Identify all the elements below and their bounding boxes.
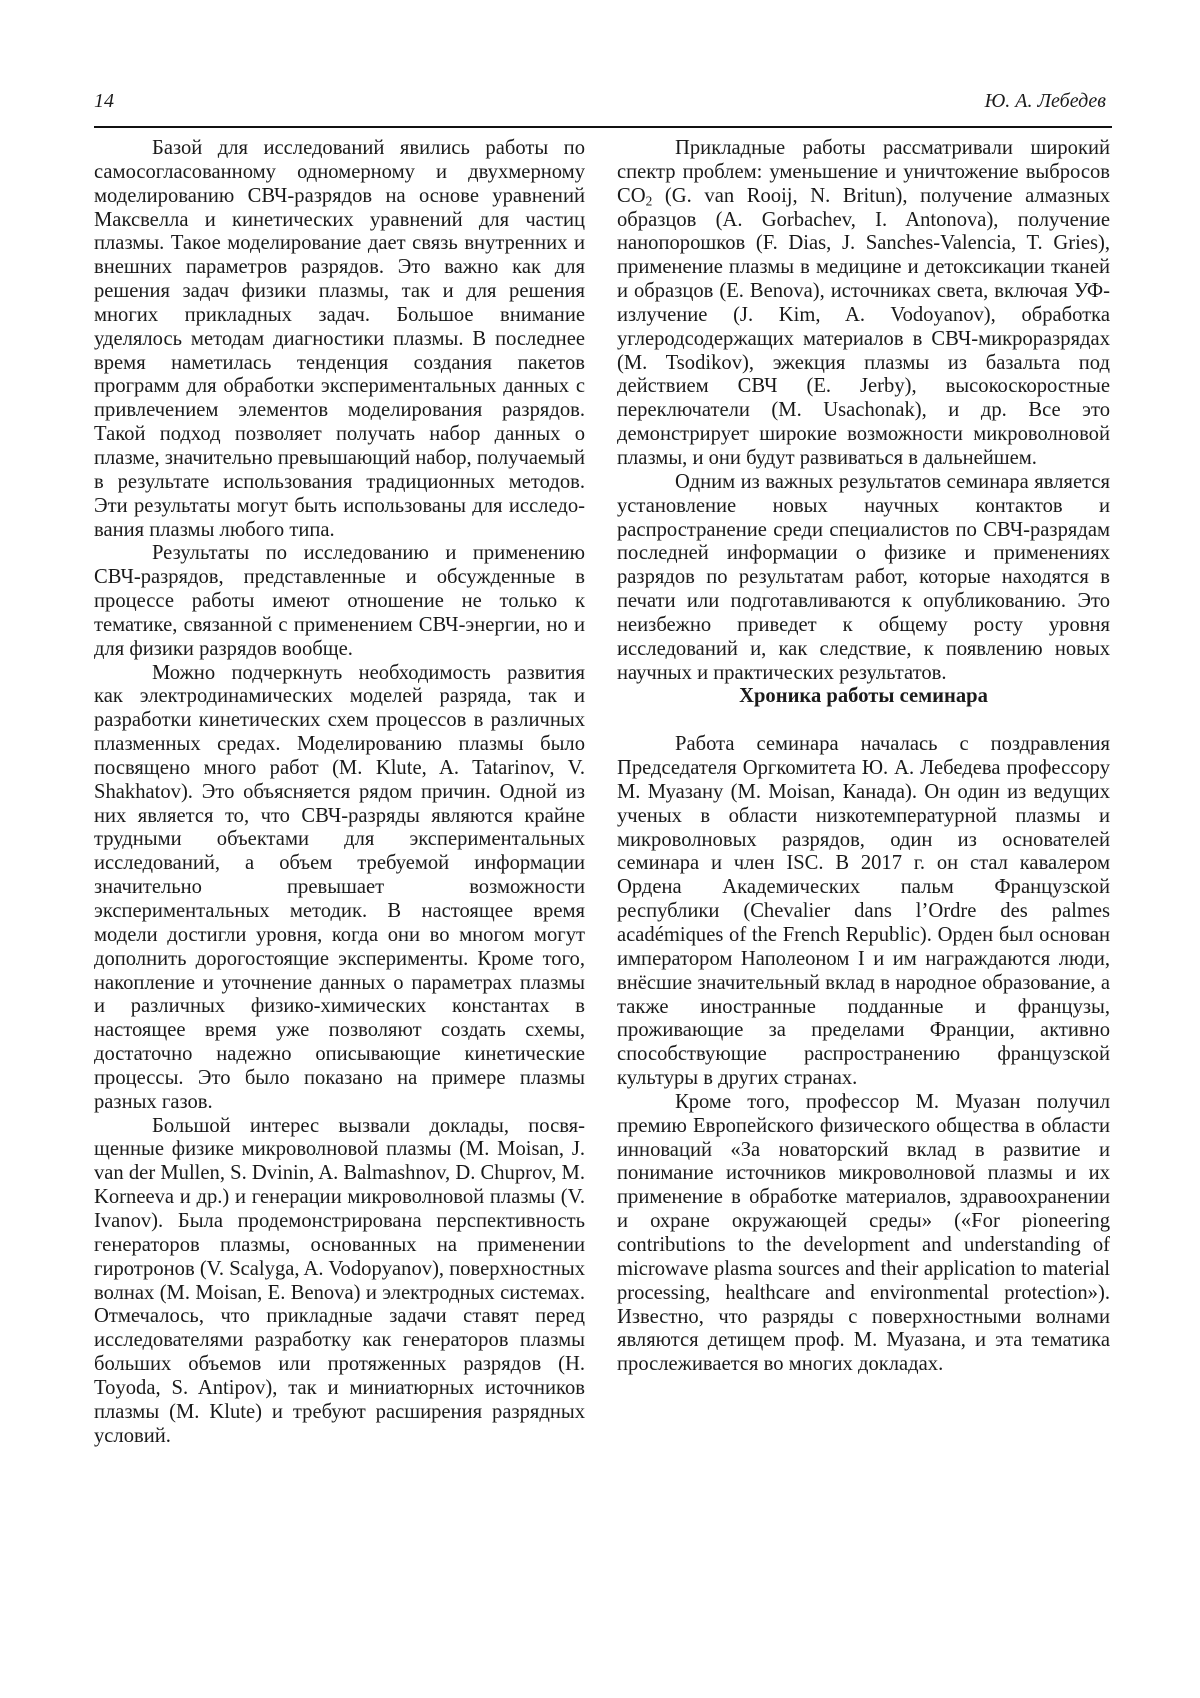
right-column [617, 137, 1110, 1377]
paragraph: Базой для исследований явились работы по самосогласованному одномерному и двухмерному моделированию СВЧ-разрядов на основе уравнений Максвелла и кинетических уравнений для частиц плазмы. Такое моделирование дает связь внутренних и внешних параметров разрядов. Это важно как для решения задач физики плазмы, так и для решения многих прикладных задач. Большое внимание уделялось методам диагностики плазмы. В последнее время наметилась тенденция создания пакетов программ для обработки экспериментальных данных с привлечением элементов моделирования разрядов. Такой подход позволяет получать набор данных о плазме, значительно превышающий набор, получаемый в результате использования традиционных методов. Эти результаты могут быть использованы для исследования плазмы любого типа. [94, 137, 586, 541]
paragraph: Одним из важных результатов семинара является установление новых научных контактов и распространение среди специалистов по СВЧ-разрядам последней информации о физике и применениях разрядов по результатам работ, которые находятся в печати или подготавливаются к опубликованию. Это неизбежно приведет к общему росту уровня исследований и, как следствие, к появлению новых научных и практических результатов. [617, 470, 1110, 684]
paragraph: Можно подчеркнуть необходимость развития как электродинамических моделей разряда, так и разработки кинетических схем процессов в различных плазменных средах. Моделированию плазмы было посвящено много работ (M. Klute, A. Tatarinov, V. Shakhatov). Это объясняется рядом причин. Одной из них является то, что СВЧ-разряды являются крайне трудными объектами для экспериментальных исследований, а объем требуемой информации значительно превышает возможности экспериментальных методик. В настоящее время модели достигли уровня, когда они во многом могут дополнить дорогостоящие эксперименты. Кроме того, накопление и уточнение данных о параметрах плазмы и различных физико-химических константах в настоящее время уже позволяют создать схемы, достаточно надежно описывающие кинетические процессы. Это было показано на примере плазмы разных газов. [94, 661, 585, 1113]
paragraph-text: Прикладные работы рассматривали широкий спектр проблем: уменьшение и уничтожение выбросов CO [617, 137, 1110, 207]
left-column [94, 137, 585, 1448]
page-header [94, 90, 1106, 118]
paragraph: Кроме того, профессор М. Муазан получил премию Европейского физического общества в области инноваций «За новаторский вклад в развитие и понимание источников микроволновой плазмы и их применение в обработке материалов, здравоохранении и охране окружающей среды» («For pioneering contributions to the development and understanding of microwave plasma sources and their application to material processing, healthcare and environmental protection»). Известно, что разряды с поверхностными волнами являются детищем проф. М. Муазана, и эта тематика прослеживается во многих докладах. [617, 1090, 1110, 1376]
header-rule [94, 126, 1112, 128]
section-heading: Хроника работы семинара [739, 685, 988, 708]
paragraph-text: (G. van Rooij, N. Britun), получение алмазных образцов (A. Gorbachev, I. Antonova), получение нанопорошков (F. Dias, J. Sanches-Valencia, T. Gries), применение плазмы в медицине и детоксикации тканей и образцов (E. Benova), источниках света, включая УФ-излучение (J. Kim, A. Vodoyanov), обработка углеродсодержащих материалов в СВЧ-микроразрядах (M. Tsodikov), эжекция плазмы из базальта под действием СВЧ (E. Jerby), высокоскоростные переключатели (M. Usachonak), и др. Все это демонстрирует широкие возможности микроволновой плазмы, и они будут развиваться в дальнейшем. [617, 184, 1110, 469]
paragraph: Большой интерес вызвали доклады, посвященные физике микроволновой плазмы (M. Moisan, J. van der Mullen, S. Dvinin, A. Balmashnov, D. Chuprov, M. Korneeva и др.) и генерации микроволновой плазмы (V. Ivanov). Была продемонстрирована перспективность генераторов плазмы, основанных на применении гиротронов (V. Scalyga, A. Vodopyanov), поверхностных волнах (M. Moisan, E. Benova) и электродных системах. Отмечалось, что прикладные задачи ставят перед исследователями разработку как генераторов плазмы больших объемов или протяженных разрядов (H. Toyoda, S. Antipov), так и миниатюрных источников плазмы (M. Klute) и требуют расширения разрядных условий. [94, 1114, 586, 1447]
paragraph: Результаты по исследованию и применению СВЧ-разрядов, представленные и обсужденные в процессе работы имеют отношение не только к тематике, связанной с применением СВЧ-энергии, но и для физики разрядов вообще. [94, 542, 585, 660]
paragraph [617, 137, 1110, 471]
paragraph: Работа семинара началась с поздравления Председателя Оргкомитета Ю. А. Лебедева профессору М. Муазану (M. Moisan, Канада). Он один из ведущих ученых в области низкотемпературной плазмы и микроволновых разрядов, один из основателей семинара и член ISC. В 2017 г. он стал кавалером Ордена Академических пальм Французской республики (Chevalier dans l’Ordre des palmes académiques of the French Republic). Орден был основан императором Наполеоном I и им награждаются люди, внёсшие значительный вклад в народное образование, а также иностранные подданные и французы, проживающие за пределами Франции, активно способствующие распространению французской культуры в других странах. [617, 733, 1110, 1090]
subscript: 2 [645, 193, 653, 209]
running-title-author: Ю. А. Лебедев [984, 90, 1106, 112]
page-number: 14 [94, 90, 114, 112]
